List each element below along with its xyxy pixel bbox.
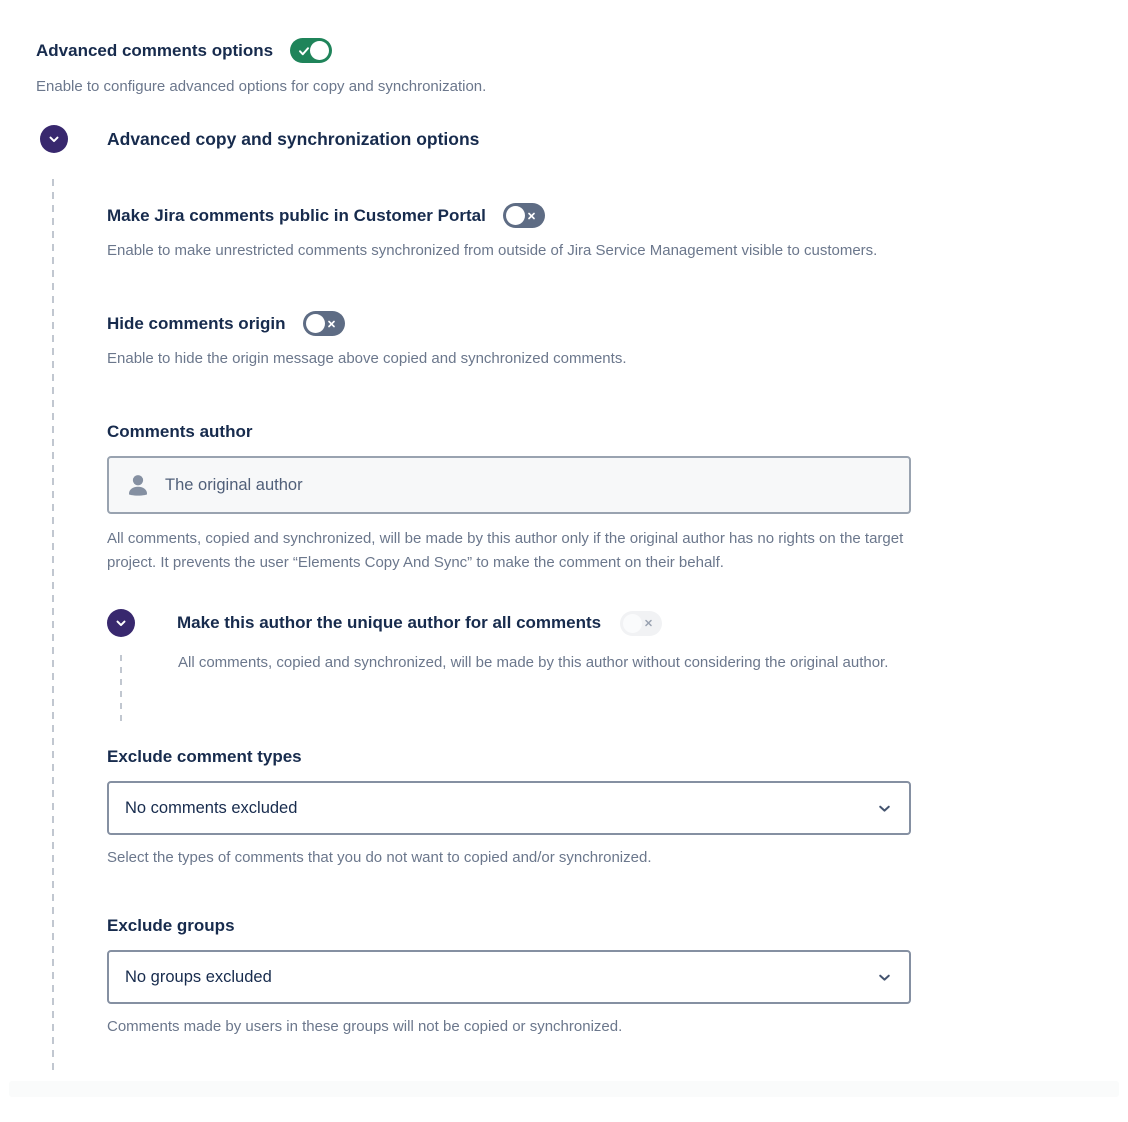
- check-icon: [298, 45, 310, 57]
- collapse-section-button[interactable]: [40, 125, 68, 153]
- toggle-knob: [506, 206, 525, 225]
- next-section-card-edge: [9, 1081, 1119, 1097]
- unique-author-subsection: [107, 609, 1092, 675]
- comments-author-label: Comments author: [107, 422, 253, 441]
- exclude-comment-types-group: [107, 745, 1092, 868]
- chevron-down-icon: [876, 969, 893, 986]
- advanced-comments-header: [36, 38, 1092, 63]
- exclude-groups-description: Comments made by users in these groups will not be copied or synchronized.: [107, 1018, 623, 1035]
- chevron-down-icon: [47, 132, 61, 146]
- comments-author-description: All comments, copied and synchronized, will be made by this author only if the original author has no rights on the target project. It prevents the user “Elements Copy And Sync” to make the comment on their behalf.: [107, 530, 904, 571]
- comments-author-value: The original author: [165, 475, 303, 494]
- hide-origin-toggle[interactable]: [303, 311, 345, 336]
- comments-author-field-group: [107, 420, 1092, 575]
- collapse-unique-author-button[interactable]: [107, 609, 135, 637]
- public-portal-description: Enable to make unrestricted comments synchronized from outside of Jira Service Management visible to customers.: [107, 242, 878, 259]
- exclude-groups-group: [107, 914, 1092, 1037]
- unique-author-description: All comments, copied and synchronized, will be made by this author without considering the original author.: [178, 654, 889, 671]
- toggle-knob: [310, 41, 329, 60]
- advanced-options-panel: [52, 179, 1092, 1071]
- unique-author-label: Make this author the unique author for all comments: [177, 613, 602, 632]
- cross-icon: [643, 618, 654, 629]
- hide-origin-description: Enable to hide the origin message above copied and synchronized comments.: [107, 350, 627, 367]
- advanced-options-section-header: [36, 125, 1092, 153]
- exclude-groups-select[interactable]: [107, 950, 911, 1004]
- exclude-groups-value: No groups excluded: [125, 967, 272, 986]
- public-portal-label: Make Jira comments public in Customer Portal: [107, 205, 486, 225]
- toggle-knob: [306, 314, 325, 333]
- page-description: Enable to configure advanced options for copy and synchronization.: [36, 78, 487, 95]
- toggle-knob: [623, 614, 642, 633]
- public-portal-field: [107, 203, 1092, 261]
- exclude-comment-types-value: No comments excluded: [125, 798, 298, 817]
- unique-author-toggle-disabled: [620, 611, 662, 636]
- page-title: Advanced comments options: [36, 40, 274, 60]
- cross-icon: [526, 210, 537, 221]
- section-title: Advanced copy and synchronization options: [107, 129, 480, 149]
- exclude-comment-types-label: Exclude comment types: [107, 747, 302, 766]
- user-icon: [123, 470, 153, 500]
- advanced-comments-toggle[interactable]: [290, 38, 332, 63]
- public-portal-toggle[interactable]: [503, 203, 545, 228]
- chevron-down-icon: [114, 616, 128, 630]
- cross-icon: [326, 318, 337, 329]
- hide-origin-label: Hide comments origin: [107, 313, 286, 333]
- hide-origin-field: [107, 311, 1092, 369]
- comments-author-picker[interactable]: [107, 456, 911, 514]
- chevron-down-icon: [876, 800, 893, 817]
- exclude-groups-label: Exclude groups: [107, 916, 235, 935]
- exclude-comment-types-description: Select the types of comments that you do not want to copied and/or synchronized.: [107, 849, 652, 866]
- exclude-comment-types-select[interactable]: [107, 781, 911, 835]
